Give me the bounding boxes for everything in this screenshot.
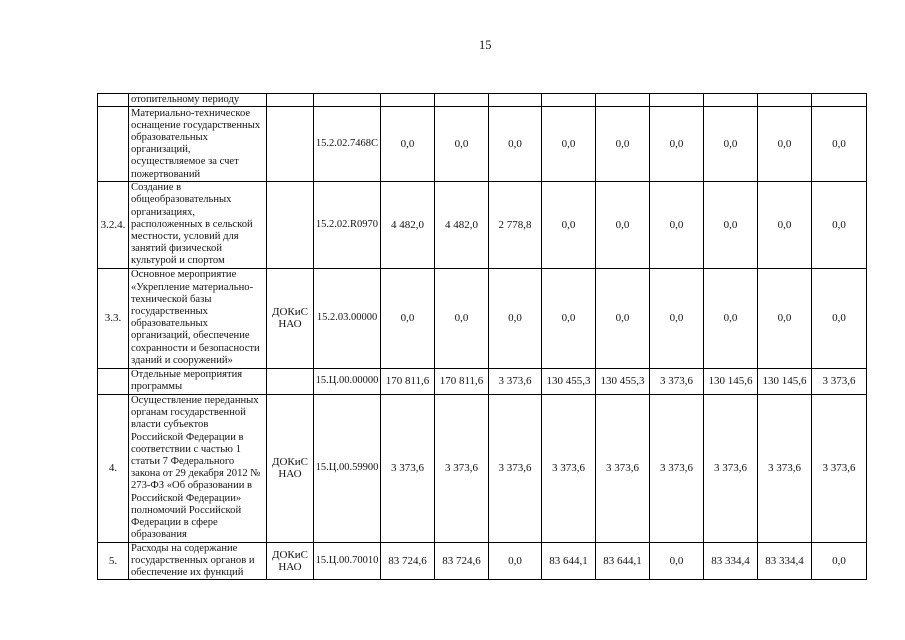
budget-code-cell: 15.2.03.00000: [314, 268, 381, 368]
value-cell: 3 373,6: [650, 394, 704, 542]
value-cell: 0,0: [435, 107, 489, 182]
value-cell: 170 811,6: [381, 368, 435, 394]
value-cell: 0,0: [650, 268, 704, 368]
value-cell: 0,0: [435, 268, 489, 368]
budget-code-cell: 15.Ц.00.00000: [314, 368, 381, 394]
value-cell: 3 373,6: [435, 394, 489, 542]
value-cell: 0,0: [381, 268, 435, 368]
value-cell: 0,0: [704, 182, 758, 268]
activity-name-cell: Расходы на содержание государственных органов и обеспечение их функций: [129, 542, 267, 580]
budget-code-cell: 15.Ц.00.70010: [314, 542, 381, 580]
table-row: [98, 394, 867, 542]
row-number-cell: [98, 107, 129, 182]
page-number: 15: [479, 38, 492, 52]
value-cell: 0,0: [758, 268, 812, 368]
row-number-cell: 4.: [98, 394, 129, 542]
value-cell: 0,0: [812, 542, 867, 580]
value-cell: 83 724,6: [381, 542, 435, 580]
executor-cell: [267, 182, 314, 268]
value-cell: 3 373,6: [489, 394, 542, 542]
table-row: [98, 368, 867, 394]
value-cell: 3 373,6: [650, 368, 704, 394]
activity-name-cell: отопительному периоду: [129, 94, 267, 107]
value-cell: 83 334,4: [704, 542, 758, 580]
budget-code-cell: 15.2.02.7468С: [314, 107, 381, 182]
value-cell: 0,0: [758, 107, 812, 182]
budget-code-cell: 15.Ц.00.59900: [314, 394, 381, 542]
value-cell: [704, 94, 758, 107]
value-cell: 0,0: [542, 182, 596, 268]
value-cell: 0,0: [489, 107, 542, 182]
table-row: [98, 268, 867, 368]
value-cell: 4 482,0: [435, 182, 489, 268]
value-cell: 83 644,1: [596, 542, 650, 580]
value-cell: 0,0: [758, 182, 812, 268]
value-cell: 0,0: [542, 107, 596, 182]
table-row: [98, 94, 867, 107]
table-row: [98, 542, 867, 580]
value-cell: 130 145,6: [704, 368, 758, 394]
value-cell: 3 373,6: [381, 394, 435, 542]
row-number-cell: [98, 94, 129, 107]
value-cell: 83 334,4: [758, 542, 812, 580]
value-cell: 3 373,6: [758, 394, 812, 542]
value-cell: 0,0: [596, 268, 650, 368]
value-cell: 0,0: [596, 107, 650, 182]
value-cell: [596, 94, 650, 107]
value-cell: 3 373,6: [704, 394, 758, 542]
value-cell: 2 778,8: [489, 182, 542, 268]
row-number-cell: 5.: [98, 542, 129, 580]
executor-cell: [267, 94, 314, 107]
value-cell: 0,0: [381, 107, 435, 182]
table-body: [98, 94, 867, 580]
value-cell: 0,0: [650, 182, 704, 268]
executor-cell: [267, 368, 314, 394]
value-cell: [381, 94, 435, 107]
executor-cell: ДОКиС НАО: [267, 542, 314, 580]
activity-name-cell: Осуществление переданных органам государственной власти субъектов Российской Федерации в соответствии с частью 1 статьи 7 Федерального закона от 29 декабря 2012 № 273-ФЗ «Об образовании в Российской Федерации» полномочий Российской Федерации в сфере образования: [129, 394, 267, 542]
executor-cell: [267, 107, 314, 182]
value-cell: 3 373,6: [489, 368, 542, 394]
value-cell: 83 724,6: [435, 542, 489, 580]
value-cell: 3 373,6: [542, 394, 596, 542]
value-cell: 0,0: [812, 107, 867, 182]
value-cell: 3 373,6: [812, 394, 867, 542]
value-cell: 3 373,6: [596, 394, 650, 542]
value-cell: [758, 94, 812, 107]
value-cell: [542, 94, 596, 107]
value-cell: 0,0: [489, 542, 542, 580]
value-cell: [812, 94, 867, 107]
value-cell: 130 145,6: [758, 368, 812, 394]
activity-name-cell: Создание в общеобразовательных организациях, расположенных в сельской местности, условий для занятий физической культурой и спортом: [129, 182, 267, 268]
value-cell: 0,0: [650, 542, 704, 580]
value-cell: [650, 94, 704, 107]
value-cell: 83 644,1: [542, 542, 596, 580]
value-cell: 0,0: [489, 268, 542, 368]
executor-cell: ДОКиС НАО: [267, 394, 314, 542]
value-cell: 0,0: [812, 182, 867, 268]
value-cell: 130 455,3: [542, 368, 596, 394]
value-cell: 130 455,3: [596, 368, 650, 394]
value-cell: 0,0: [650, 107, 704, 182]
value-cell: 0,0: [812, 268, 867, 368]
activity-name-cell: Материально-техническое оснащение государственных образовательных организаций, осуществляемое за счет пожертвований: [129, 107, 267, 182]
value-cell: 0,0: [596, 182, 650, 268]
executor-cell: ДОКиС НАО: [267, 268, 314, 368]
value-cell: [435, 94, 489, 107]
budget-code-cell: 15.2.02.R0970: [314, 182, 381, 268]
value-cell: 0,0: [704, 107, 758, 182]
budget-code-cell: [314, 94, 381, 107]
row-number-cell: 3.2.4.: [98, 182, 129, 268]
activity-name-cell: Отдельные мероприятия программы: [129, 368, 267, 394]
table-row: [98, 107, 867, 182]
value-cell: 170 811,6: [435, 368, 489, 394]
value-cell: 0,0: [704, 268, 758, 368]
value-cell: [489, 94, 542, 107]
table-row: [98, 182, 867, 268]
value-cell: 0,0: [542, 268, 596, 368]
value-cell: 3 373,6: [812, 368, 867, 394]
budget-table: [97, 93, 867, 580]
value-cell: 4 482,0: [381, 182, 435, 268]
row-number-cell: 3.3.: [98, 268, 129, 368]
row-number-cell: [98, 368, 129, 394]
activity-name-cell: Основное мероприятие «Укрепление материально- технической базы государственных образовательных организаций, обеспечение сохранности и безопасности зданий и сооружений»: [129, 268, 267, 368]
